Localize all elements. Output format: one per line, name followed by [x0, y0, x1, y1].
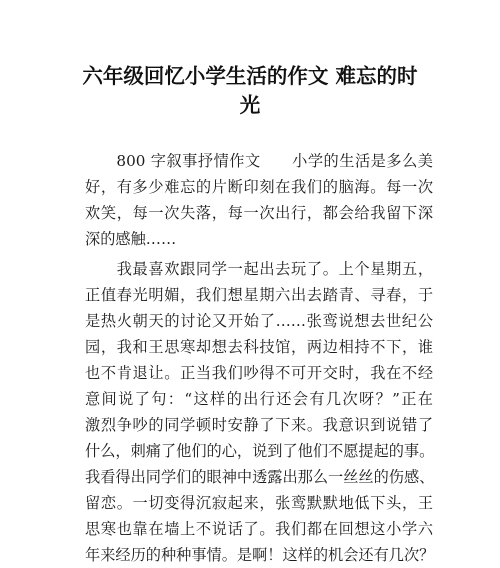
text-line: 好，有多少难忘的片断印刻在我们的脑海。每一次 — [85, 178, 433, 196]
paragraph-2 — [85, 256, 433, 568]
document-title — [60, 62, 440, 120]
text-line: 什么，刺痛了他们的心，说到了他们不愿提起的事。 — [85, 442, 435, 460]
text-line: 园，我和王思寒却想去科技馆，两边相持不下，谁 — [85, 338, 433, 356]
text-line: 意间说了句：“这样的出行还会有几次呀？”正在 — [85, 390, 433, 408]
text-line: 欢笑，每一次失落，每一次出行，都会给我留下深 — [85, 204, 433, 222]
title-line-2: 光 — [239, 93, 261, 117]
text-line: 也不肯退让。正当我们吵得不可开交时，我在不经 — [85, 364, 433, 382]
article-body — [85, 148, 433, 568]
text-line: 留恋。一切变得沉寂起来，张鸾默默地低下头，王 — [85, 494, 433, 512]
text-line: 是热火朝天的讨论又开始了……张鸾说想去世纪公 — [85, 312, 433, 330]
text-line: 我最喜欢跟同学一起出去玩了。上个星期五， — [85, 260, 433, 278]
text-line: 正值春光明媚，我们想星期六出去踏青、寻春，于 — [85, 286, 433, 304]
text-line: 年来经历的种种事情。是啊！这样的机会还有几次？ — [85, 546, 435, 564]
text-line: 800 字叙事抒情作文 小学的生活是多么美 — [85, 152, 433, 170]
text-line: 激烈争吵的同学顿时安静了下来。我意识到说错了 — [85, 416, 433, 434]
text-line: 深的感触…… — [85, 230, 177, 248]
title-line-1: 六年级回忆小学生活的作文 难忘的时 — [82, 64, 418, 88]
text-line: 我看得出同学们的眼神中透露出那么一丝丝的伤感、 — [85, 468, 435, 486]
paragraph-1 — [85, 148, 433, 252]
text-line: 思寒也靠在墙上不说话了。我们都在回想这小学六 — [85, 520, 433, 538]
